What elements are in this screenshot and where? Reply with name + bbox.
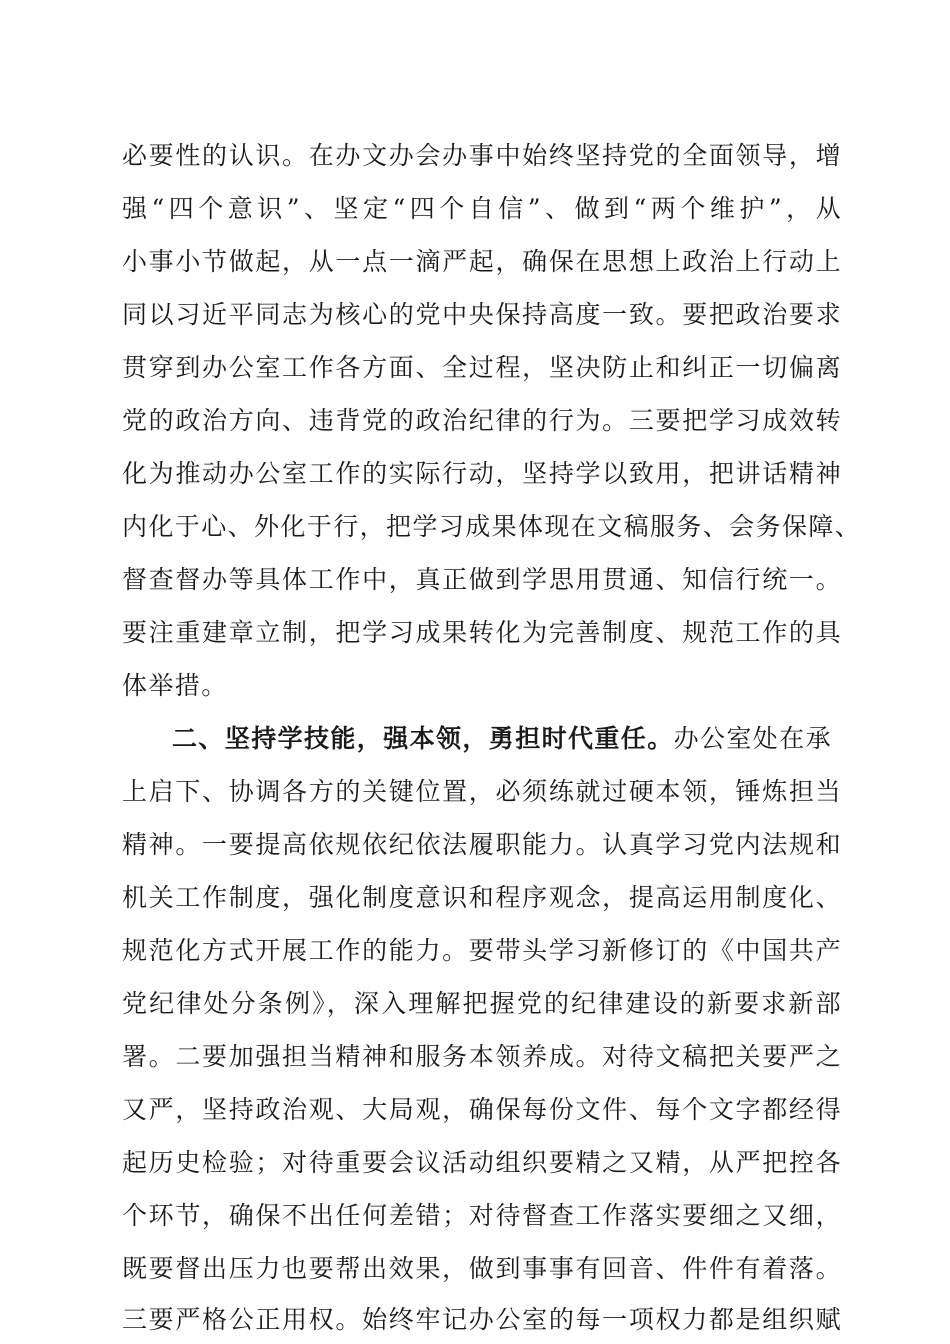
body-text-line: 体举措。 [122,671,228,700]
body-text-line: 署。二要加强担当精神和服务本领养成。对待文稿把关要严之 [122,1042,842,1071]
body-text-line: 内化于心、外化于行，把学习成果体现在文稿服务、会务保障、 [122,512,862,541]
body-text-line: 机关工作制度，强化制度意识和程序观念，提高运用制度化、 [122,883,842,912]
body-text-line: 同以习近平同志为核心的党中央保持高度一致。要把政治要求 [122,300,842,329]
body-text-line: 要注重建章立制，把学习成果转化为完善制度、规范工作的具 [122,618,842,647]
body-text-line: 党纪律处分条例》，深入理解把握党的纪律建设的新要求新部 [122,989,842,1018]
body-text-line: 小事小节做起，从一点一滴严起，确保在思想上政治上行动上 [122,247,842,276]
body-text-line: 贯穿到办公室工作各方面、全过程，坚决防止和纠正一切偏离 [122,353,842,382]
body-text-line: 督查督办等具体工作中，真正做到学思用贯通、知信行统一。 [122,565,842,594]
body-text-line: 化为推动办公室工作的实际行动，坚持学以致用，把讲话精神 [122,459,842,488]
body-text-line: 精神。一要提高依规依纪依法履职能力。认真学习党内法规和 [122,830,842,859]
section-first-line [172,719,842,759]
body-text-line: 既要督出压力也要帮出效果，做到事事有回音、件件有着落。 [122,1254,842,1283]
body-text-line: 党的政治方向、违背党的政治纪律的行为。三要把学习成效转 [122,406,842,435]
body-text-line: 三要严格公正用权。始终牢记办公室的每一项权力都是组织赋 [122,1305,842,1334]
body-text-line: 必要性的认识。在办文办会办事中始终坚持党的全面领导，增 [122,141,842,170]
body-text-line: 上启下、协调各方的关键位置，必须练就过硬本领，锤炼担当 [122,777,842,806]
section-heading-tail: 办公室处在承 [673,724,833,753]
body-text-line: 又严，坚持政治观、大局观，确保每份文件、每个文字都经得 [122,1095,842,1124]
body-text-line: 个环节，确保不出任何差错；对待督查工作落实要细之又细， [122,1201,842,1230]
body-text-line: 强“四个意识”、坚定“四个自信”、做到“两个维护”，从 [122,194,842,223]
body-text-line: 起历史检验；对待重要会议活动组织要精之又精，从严把控各 [122,1148,842,1177]
section-heading: 二、坚持学技能，强本领，勇担时代重任。 [172,724,674,753]
body-text-line: 规范化方式开展工作的能力。要带头学习新修订的《中国共产 [122,936,842,965]
